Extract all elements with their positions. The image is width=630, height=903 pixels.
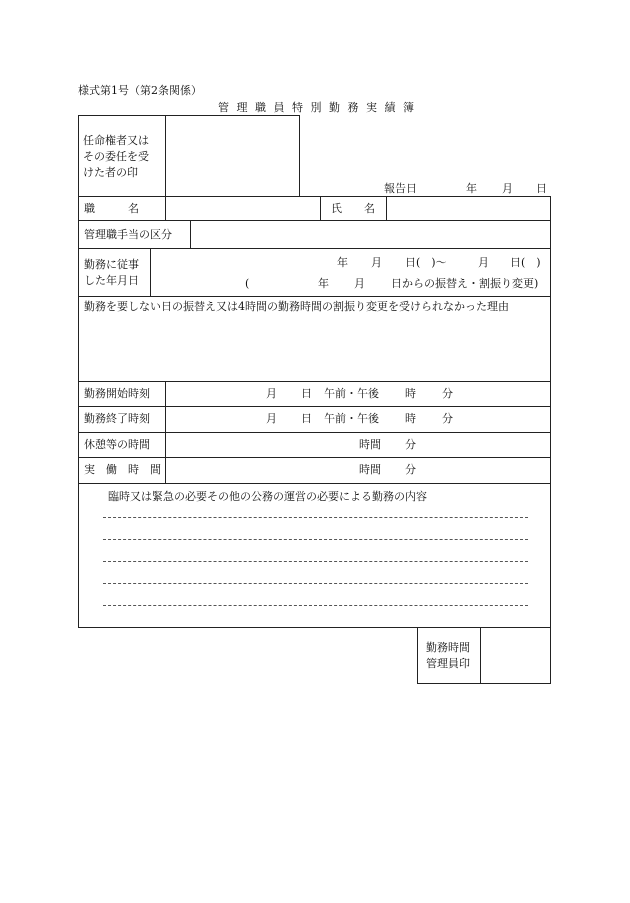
start-time-minute: 分 <box>442 387 453 400</box>
emergency-content-field[interactable] <box>80 506 549 626</box>
dotted-line <box>103 561 528 562</box>
reason-label: 勤務を要しない日の振替え又は4時間の勤務時間の割振り変更を受けられなかった理由 <box>84 300 509 313</box>
dotted-line <box>103 583 528 584</box>
report-date-month: 月 <box>502 182 513 195</box>
substitution-month: 月 <box>354 277 365 290</box>
break-time-hours: 時間 <box>359 438 381 451</box>
report-date-year: 年 <box>466 182 477 195</box>
start-time-hour: 時 <box>405 387 416 400</box>
seal-label-line2: その委任を受 <box>83 150 149 163</box>
end-time-month: 月 <box>266 412 277 425</box>
substitution-year: 年 <box>318 277 329 290</box>
work-date-month: 月 <box>371 256 382 269</box>
end-time-ampm: 午前・午後 <box>324 412 379 425</box>
work-date-end-day-weekday: 日( ) <box>510 256 541 269</box>
manager-seal-label-line1: 勤務時間 <box>426 641 470 654</box>
end-time-hour: 時 <box>405 412 416 425</box>
report-date-label: 報告日 <box>384 182 417 195</box>
start-time-ampm: 午前・午後 <box>324 387 379 400</box>
reason-field[interactable] <box>80 316 549 379</box>
seal-label-line1: 任命権者又は <box>83 134 149 147</box>
dotted-line <box>103 605 528 606</box>
end-time-label: 勤務終了時刻 <box>84 412 150 425</box>
work-date-label-line1: 勤務に従事 <box>84 258 139 271</box>
substitution-open-paren: ( <box>245 277 250 290</box>
manager-seal-label-line2: 管理員印 <box>426 657 470 670</box>
end-time-day: 日 <box>301 412 312 425</box>
end-time-minute: 分 <box>442 412 453 425</box>
seal-label-line3: けた者の印 <box>83 166 138 179</box>
form-number: 様式第1号（第2条関係） <box>78 84 202 97</box>
emergency-label: 臨時又は緊急の必要その他の公務の運営の必要による勤務の内容 <box>108 490 427 503</box>
page-title: 管 理 職 員 特 別 勤 務 実 績 簿 <box>218 101 416 114</box>
substitution-suffix: 日からの振替え・割振り変更) <box>391 277 539 290</box>
report-date-day: 日 <box>536 182 547 195</box>
allowance-category-label: 管理職手当の区分 <box>84 228 172 241</box>
manager-seal-field[interactable] <box>482 629 549 682</box>
allowance-category-field[interactable] <box>192 222 549 246</box>
work-date-year: 年 <box>337 256 348 269</box>
actual-time-minute: 分 <box>405 463 416 476</box>
position-field[interactable] <box>167 198 318 218</box>
work-date-label-line2: した年月日 <box>84 274 139 287</box>
start-time-day: 日 <box>301 387 312 400</box>
dotted-line <box>103 539 528 540</box>
position-label: 職 名 <box>84 202 139 215</box>
actual-time-hours: 時間 <box>359 463 381 476</box>
name-field[interactable] <box>388 198 549 218</box>
start-time-label: 勤務開始時刻 <box>84 387 150 400</box>
actual-time-label: 実 働 時 間 <box>84 463 161 476</box>
dotted-line <box>103 517 528 518</box>
work-date-day-weekday: 日( )～ <box>405 256 447 269</box>
name-label: 氏 名 <box>331 202 375 215</box>
start-time-month: 月 <box>266 387 277 400</box>
work-date-end-month: 月 <box>478 256 489 269</box>
break-time-minute: 分 <box>405 438 416 451</box>
break-time-label: 休憩等の時間 <box>84 438 150 451</box>
